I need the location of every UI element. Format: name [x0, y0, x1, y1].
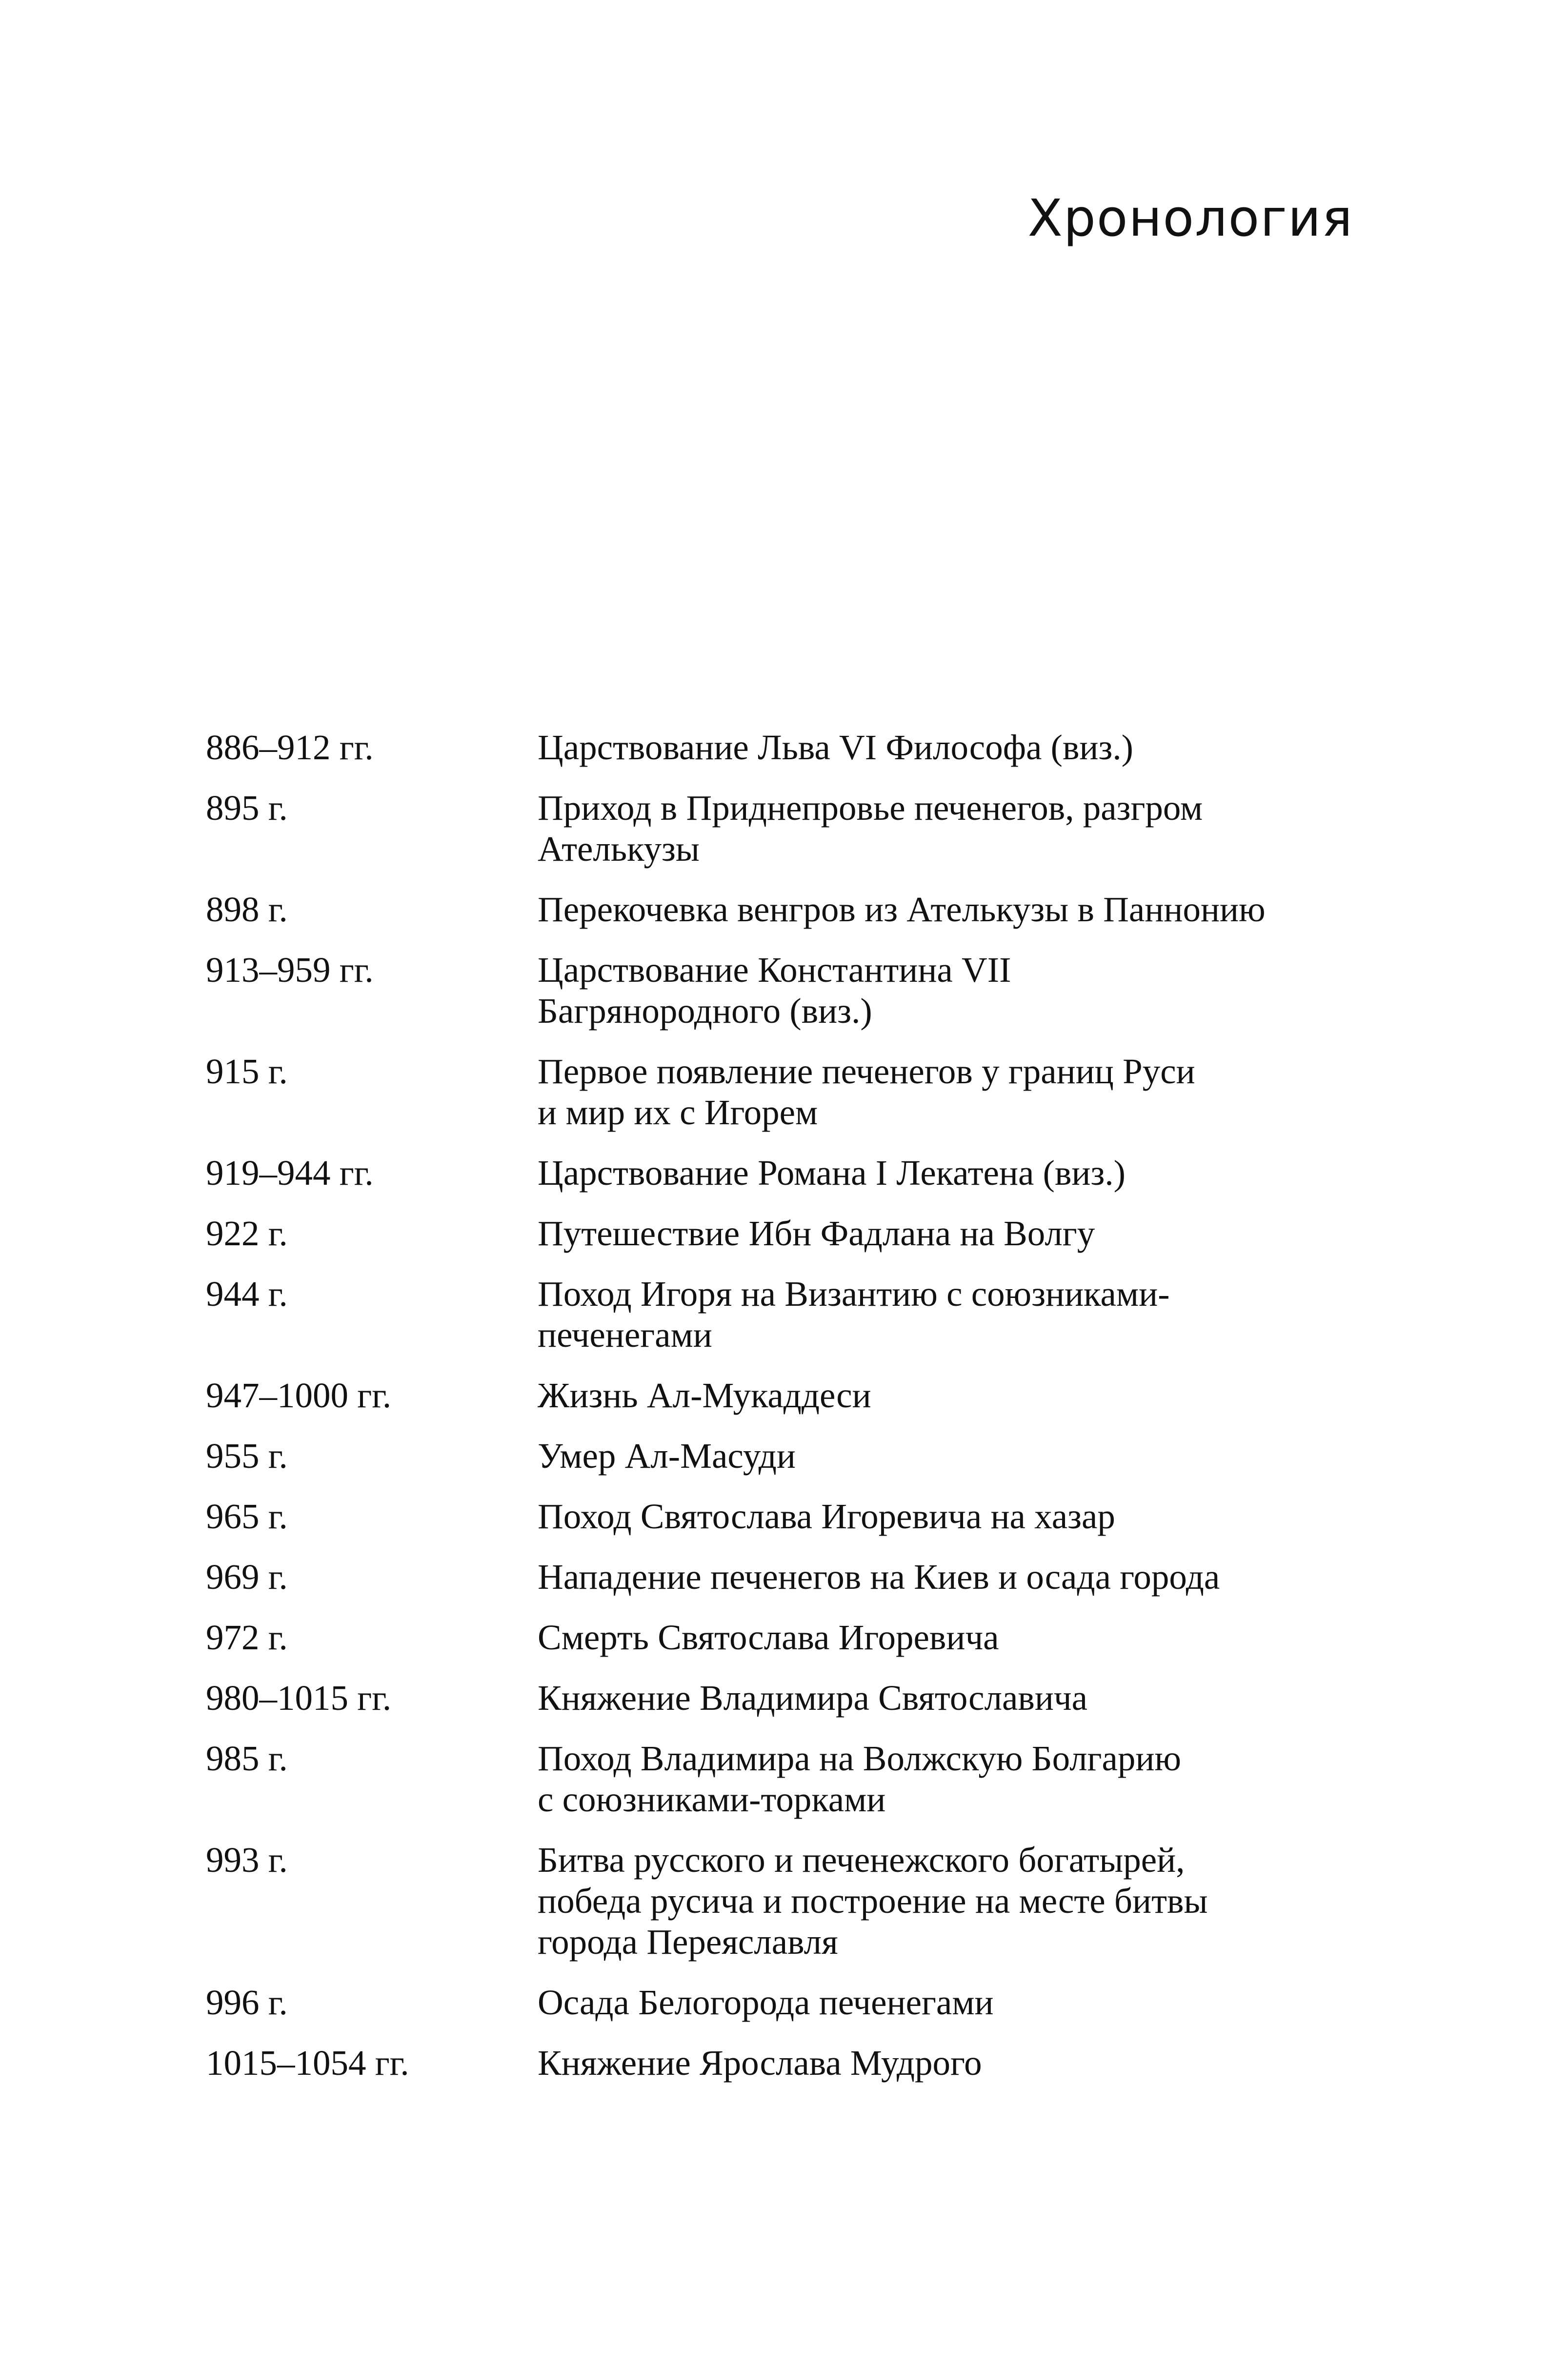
entry-date: 993 г. — [206, 1840, 288, 1880]
entry-date: 944 г. — [206, 1274, 288, 1314]
entry-event: Смерть Святослава Игоревича — [538, 1618, 999, 1657]
page-title: Хронология — [1027, 188, 1353, 248]
entry-event: Путешествие Ибн Фадлана на Волгу — [538, 1214, 1095, 1253]
chronology-entry — [206, 1738, 1347, 1820]
chronology-entry — [206, 950, 1347, 1032]
entry-date: 965 г. — [206, 1497, 288, 1536]
entry-date: 955 г. — [206, 1436, 288, 1476]
chronology-entry — [206, 1617, 1347, 1658]
entry-event: Царствование Константина VII Багрянородного (виз.) — [538, 950, 1011, 1031]
entry-event: Осада Белогорода печенегами — [538, 1983, 994, 2022]
chronology-entry — [206, 1213, 1347, 1254]
entry-date: 996 г. — [206, 1983, 288, 2022]
chronology-entry — [206, 2043, 1347, 2084]
entry-date: 898 г. — [206, 890, 288, 929]
entry-event: Умер Ал-Масуди — [538, 1436, 796, 1476]
entry-date: 969 г. — [206, 1557, 288, 1597]
chronology-entry — [206, 889, 1347, 930]
entry-event: Поход Владимира на Волжскую Болгарию с союзниками-торками — [538, 1739, 1181, 1819]
entry-event: Нападение печенегов на Киев и осада города — [538, 1557, 1220, 1597]
chronology-entry — [206, 1982, 1347, 2023]
chronology-entry — [206, 788, 1347, 870]
chronology-entry — [206, 1153, 1347, 1194]
entry-date: 922 г. — [206, 1214, 288, 1253]
chronology-entry — [206, 1840, 1347, 1963]
chronology-entry — [206, 1436, 1347, 1477]
entry-date: 985 г. — [206, 1739, 288, 1778]
entry-date: 915 г. — [206, 1052, 288, 1091]
entry-event: Битва русского и печенежского богатырей, победа русича и построение на месте битвы города Переяславля — [538, 1840, 1208, 1962]
entry-date: 886–912 гг. — [206, 728, 374, 767]
entry-event: Поход Игоря на Византию с союзниками- печенегами — [538, 1274, 1170, 1355]
entry-event: Княжение Владимира Святославича — [538, 1678, 1088, 1718]
chronology-entry — [206, 1557, 1347, 1598]
chronology-entry — [206, 1051, 1347, 1133]
entry-event: Царствование Романа I Лекатена (виз.) — [538, 1153, 1126, 1193]
entry-date: 895 г. — [206, 788, 288, 828]
chronology-entry — [206, 1375, 1347, 1416]
chronology-entry — [206, 1274, 1347, 1356]
chronology-entry — [206, 1496, 1347, 1537]
chronology-list — [206, 727, 1347, 2103]
chronology-entry — [206, 1678, 1347, 1719]
entry-date: 1015–1054 гг. — [206, 2043, 409, 2083]
entry-event: Поход Святослава Игоревича на хазар — [538, 1497, 1115, 1536]
entry-event: Приход в Приднепровье печенегов, разгром Ателькузы — [538, 788, 1203, 869]
entry-event: Княжение Ярослава Мудрого — [538, 2043, 982, 2083]
entry-event: Первое появление печенегов у границ Руси и мир их с Игорем — [538, 1052, 1195, 1132]
entry-date: 972 г. — [206, 1618, 288, 1657]
entry-event: Жизнь Ал-Мукаддеси — [538, 1376, 871, 1415]
entry-date: 913–959 гг. — [206, 950, 374, 990]
entry-event: Царствование Льва VI Философа (виз.) — [538, 728, 1133, 767]
chronology-entry — [206, 727, 1347, 768]
entry-date: 919–944 гг. — [206, 1153, 374, 1193]
entry-date: 980–1015 гг. — [206, 1678, 392, 1718]
entry-event: Перекочевка венгров из Ателькузы в Паннонию — [538, 890, 1266, 929]
entry-date: 947–1000 гг. — [206, 1376, 392, 1415]
